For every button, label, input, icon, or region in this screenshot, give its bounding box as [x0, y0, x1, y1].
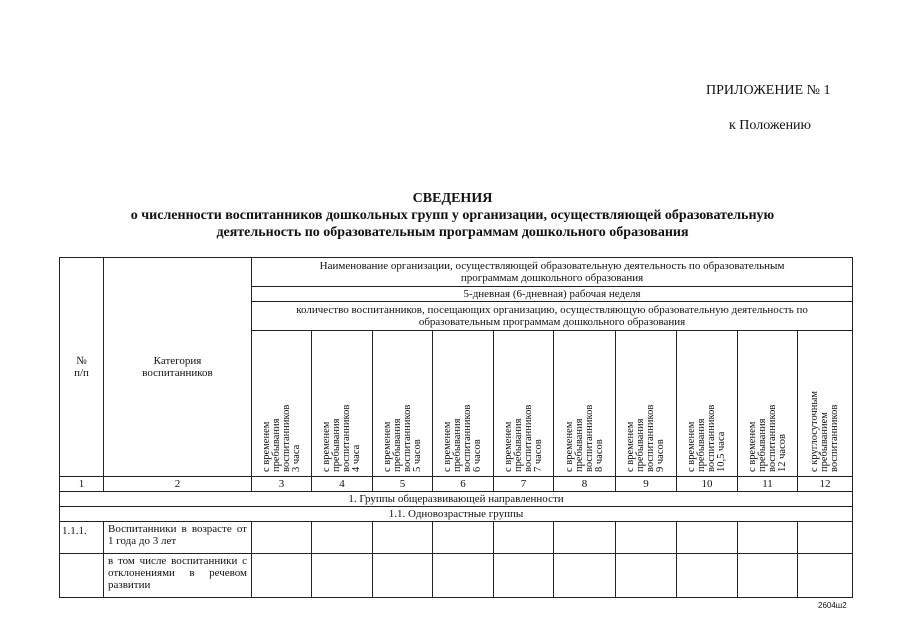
- stay-label: с временем пребывания воспитанников 6 часов: [442, 404, 483, 472]
- data-cell[interactable]: [312, 554, 373, 598]
- data-cell[interactable]: [433, 554, 494, 598]
- header-stay-col: [677, 331, 738, 477]
- header-stay-col: [252, 331, 312, 477]
- row-category: Воспитанники в возрасте от 1 года до 3 лет: [104, 522, 252, 554]
- data-cell[interactable]: [738, 522, 798, 554]
- col-number: 9: [616, 477, 677, 492]
- document-title: [0, 190, 905, 241]
- col-number: 8: [554, 477, 616, 492]
- stay-label: с временем пребывания воспитанников 8 часов: [563, 404, 605, 472]
- stay-label: с временем пребывания воспитанников 12 часов: [746, 404, 788, 472]
- subsection-row: [60, 507, 853, 522]
- data-cell[interactable]: [312, 522, 373, 554]
- stay-label: с временем пребывания воспитанников 4 часа: [321, 404, 362, 472]
- stay-label: с временем пребывания воспитанников 10,5 часа: [686, 404, 727, 472]
- header-num: № п/п: [60, 258, 104, 477]
- header-week: 5-дневная (6-дневная) рабочая неделя: [252, 287, 853, 302]
- table-row: [60, 554, 853, 598]
- header-stay-col: [494, 331, 554, 477]
- header-stay-col: [798, 331, 853, 477]
- col-number: 4: [312, 477, 373, 492]
- section-1-1-title: 1.1. Одновозрастные группы: [60, 507, 853, 522]
- row-category: в том числе воспитанники с отклонениями в речевом развитии: [104, 554, 252, 598]
- col-number: 6: [433, 477, 494, 492]
- data-cell[interactable]: [554, 554, 616, 598]
- header-category: Категория воспитанников: [104, 258, 252, 477]
- data-cell[interactable]: [494, 522, 554, 554]
- col-number: 2: [104, 477, 252, 492]
- header-stay-col: [433, 331, 494, 477]
- data-cell[interactable]: [677, 554, 738, 598]
- header-stay-col: [373, 331, 433, 477]
- col-number: 11: [738, 477, 798, 492]
- section-row: [60, 492, 853, 507]
- header-org-name: Наименование организации, осуществляющей образовательную деятельность по образовательным программам дошкольного образования: [252, 258, 853, 287]
- data-cell[interactable]: [798, 522, 853, 554]
- header-stay-col: [312, 331, 373, 477]
- stay-label: с временем пребывания воспитанников 5 часов: [381, 404, 423, 472]
- data-cell[interactable]: [373, 522, 433, 554]
- stay-label: с временем пребывания воспитанников 9 часов: [625, 404, 666, 472]
- header-stay-col: [738, 331, 798, 477]
- header-row-org: [60, 258, 853, 287]
- data-cell[interactable]: [433, 522, 494, 554]
- col-number: 10: [677, 477, 738, 492]
- header-count: количество воспитанников, посещающих организацию, осуществляющую образовательную деятельность по образовательным программам дошкольного образования: [252, 302, 853, 331]
- data-cell[interactable]: [373, 554, 433, 598]
- title-line-1: СВЕДЕНИЯ: [412, 191, 493, 206]
- header-stay-col: [616, 331, 677, 477]
- data-cell[interactable]: [554, 522, 616, 554]
- data-cell[interactable]: [252, 554, 312, 598]
- title-line-3: деятельность по образовательным программам дошкольного образования: [216, 225, 689, 240]
- data-cell[interactable]: [494, 554, 554, 598]
- data-cell[interactable]: [677, 522, 738, 554]
- column-number-row: [60, 477, 853, 492]
- appendix-number: ПРИЛОЖЕНИЕ № 1: [706, 83, 831, 98]
- statistics-table: [59, 257, 853, 598]
- col-number: 7: [494, 477, 554, 492]
- document-code: 2604ш2: [818, 601, 847, 610]
- section-1-title: 1. Группы общеразвивающей направленности: [60, 492, 853, 507]
- data-cell[interactable]: [738, 554, 798, 598]
- header-stay-col: [554, 331, 616, 477]
- row-number: 1.1.1.: [60, 522, 104, 554]
- data-cell[interactable]: [616, 554, 677, 598]
- stay-label: с временем пребывания воспитанников 3 часа: [260, 404, 302, 472]
- stay-label: с временем пребывания воспитанников 7 часов: [502, 404, 544, 472]
- to-regulation: к Положению: [729, 118, 812, 133]
- data-cell[interactable]: [616, 522, 677, 554]
- data-cell[interactable]: [252, 522, 312, 554]
- data-cell[interactable]: [798, 554, 853, 598]
- stay-label: с круглосуточным пребыванием воспитанников: [809, 390, 841, 472]
- row-number-empty: [60, 554, 104, 598]
- col-number: 3: [252, 477, 312, 492]
- col-number: 5: [373, 477, 433, 492]
- table-row: [60, 522, 853, 554]
- col-number: 12: [798, 477, 853, 492]
- title-line-2: о численности воспитанников дошкольных групп у организации, осуществляющей образовательную: [130, 208, 775, 223]
- col-number: 1: [60, 477, 104, 492]
